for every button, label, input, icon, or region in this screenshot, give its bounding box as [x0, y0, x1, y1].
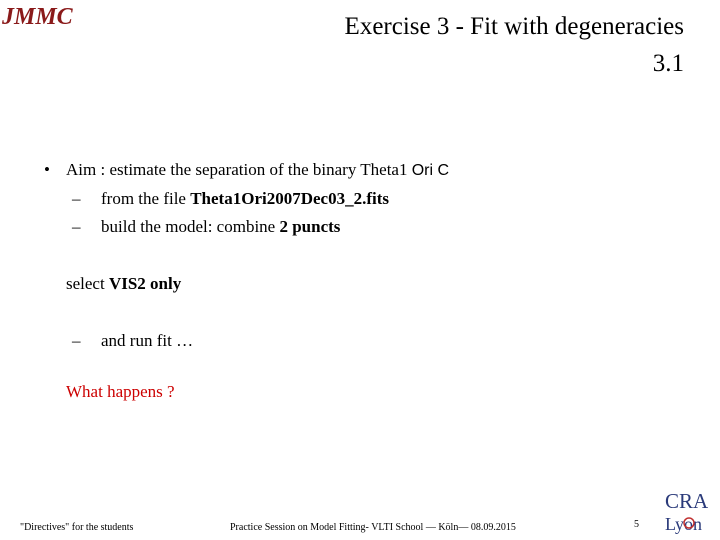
select-line: [66, 270, 181, 298]
dash-icon: –: [72, 217, 81, 236]
bullet-aim: [44, 156, 664, 185]
file-text: from the file: [101, 189, 191, 208]
footer-left: "Directives" for the students: [20, 522, 134, 533]
dash-icon: –: [72, 331, 81, 350]
sub-bullet-run: [72, 327, 193, 355]
aim-text: Aim : estimate the separation of the binary Theta1: [66, 160, 412, 179]
slide-title: [224, 8, 684, 82]
slide-body: [44, 156, 664, 241]
cra-logo-bottom: Lyon: [665, 514, 703, 534]
title-line-1: Exercise 3 - Fit with degeneracies: [344, 13, 684, 40]
cra-lyon-logo: [663, 488, 715, 534]
select-bold: VIS2 only: [108, 274, 182, 293]
sub-bullet-file: [44, 185, 664, 213]
title-line-2: 3.1: [652, 50, 684, 77]
file-name: Theta1Ori2007Dec03_2.fits: [190, 189, 389, 208]
run-text: and run fit …: [101, 331, 194, 350]
dash-icon: –: [72, 189, 81, 208]
jmmc-logo: [0, 0, 92, 36]
select-text: select: [66, 274, 109, 293]
page-number: 5: [634, 519, 639, 530]
model-bold: 2 puncts: [279, 217, 341, 236]
question-text: What happens ?: [66, 382, 175, 401]
bullet-icon: •: [44, 160, 50, 179]
footer-middle: Practice Session on Model Fitting- VLTI School — Köln— 08.09.2015: [230, 522, 516, 533]
model-text: build the model: combine: [101, 217, 280, 236]
cra-logo-top: CRA: [665, 489, 709, 513]
jmmc-logo-text: JMMC: [2, 4, 73, 30]
sub-bullet-model: [44, 213, 664, 241]
aim-star-name: Ori C: [411, 162, 450, 179]
